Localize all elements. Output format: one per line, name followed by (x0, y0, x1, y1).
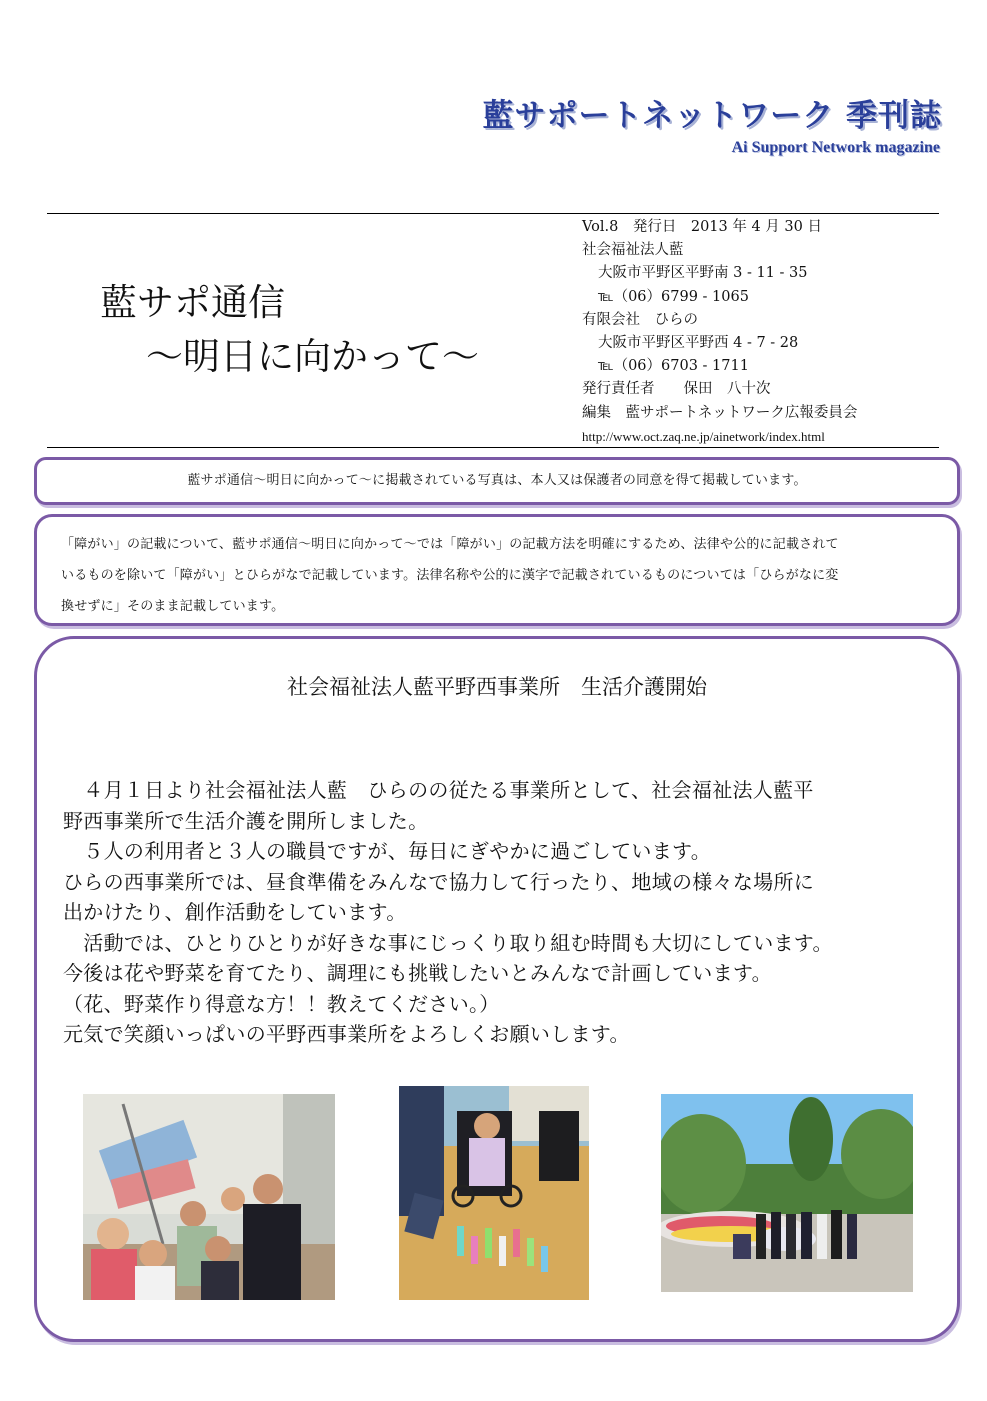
header-top-rule (47, 213, 939, 214)
header-bottom-rule (47, 447, 939, 448)
issue-title-line2: ～明日に向かって～ (146, 335, 479, 378)
terminology-line: 換せずに」そのまま記載しています。 (61, 599, 285, 614)
photo-consent-notice (34, 457, 960, 505)
article-line: 元気で笑顔いっぱいの平野西事業所をよろしくお願いします。 (63, 1022, 630, 1046)
article-line: 野西事業所で生活介護を開所しました。 (63, 808, 429, 833)
terminology-text (37, 517, 957, 622)
photo-group-indoor (83, 1094, 335, 1300)
article-line: ５人の利用者と３人の職員ですが、毎日にぎやかに過ごしています。 (63, 839, 711, 863)
colophon-org2-address: 大阪市平野区平野西 4 - 7 - 28 (598, 335, 799, 352)
article-title: 社会福祉法人藍平野西事業所 生活介護開始 (287, 675, 707, 699)
terminology-line: いるものを除いて「障がい」とひらがなで記載しています。法律名称や公的に漢字で記載されているものについては「ひらがなに変 (61, 568, 839, 583)
article-line: （花、野菜作り得意な方！！教えてください。） (63, 991, 500, 1016)
colophon (582, 216, 937, 448)
terminology-notice (34, 514, 960, 626)
colophon-editor: 編集 藍サポートネットワーク広報委員会 (582, 404, 858, 421)
colophon-url[interactable]: http://www.oct.zaq.ne.jp/ainetwork/index.html (582, 428, 825, 444)
colophon-publisher: 発行責任者 保田 八十次 (582, 381, 771, 398)
colophon-org1: 社会福祉法人藍 (582, 242, 684, 259)
issue-title-line1: 藍サポ通信 (100, 281, 285, 324)
article-line: ４月１日より社会福祉法人藍 ひらのの従たる事業所として、社会福祉法人藍平 (63, 778, 814, 802)
masthead-title: 藍サポートネットワーク 季刊誌 (482, 98, 942, 134)
colophon-org1-phone: ℡（06）6799 - 1065 (598, 288, 749, 305)
colophon-org2-phone: ℡（06）6703 - 1711 (598, 358, 749, 375)
colophon-volume: Vol.8 発行日 2013 年 4 月 30 日 (582, 219, 822, 235)
photo-craft-activity (399, 1086, 589, 1300)
colophon-org1-address: 大阪市平野区平野南 3 - 11 - 35 (598, 265, 808, 282)
article-body (63, 775, 943, 1050)
article-line: ひらの西事業所では、昼食準備をみんなで協力して行ったり、地域の様々な場所に (63, 869, 815, 894)
article-line: 出かけたり、創作活動をしています。 (63, 900, 407, 924)
article-box (34, 636, 960, 1342)
terminology-line: 「障がい」の記載について、藍サポ通信～明日に向かって～では「障がい」の記載方法を明確にするため、法律や公的に記載されて (61, 537, 839, 552)
masthead-subtitle: Ai Support Network magazine (731, 139, 940, 156)
photo-park-outing (661, 1094, 913, 1292)
colophon-org2: 有限会社 ひらの (582, 311, 698, 328)
article-line: 今後は花や野菜を育てたり、調理にも挑戦したいとみんなで計画しています。 (63, 961, 772, 985)
photo-consent-text: 藍サポ通信～明日に向かって～に掲載されている写真は、本人又は保護者の同意を得て掲載しています。 (187, 473, 807, 488)
issue-title (100, 276, 479, 384)
article-line: 活動では、ひとりひとりが好きな事にじっくり取り組む時間も大切にしています。 (63, 930, 833, 955)
